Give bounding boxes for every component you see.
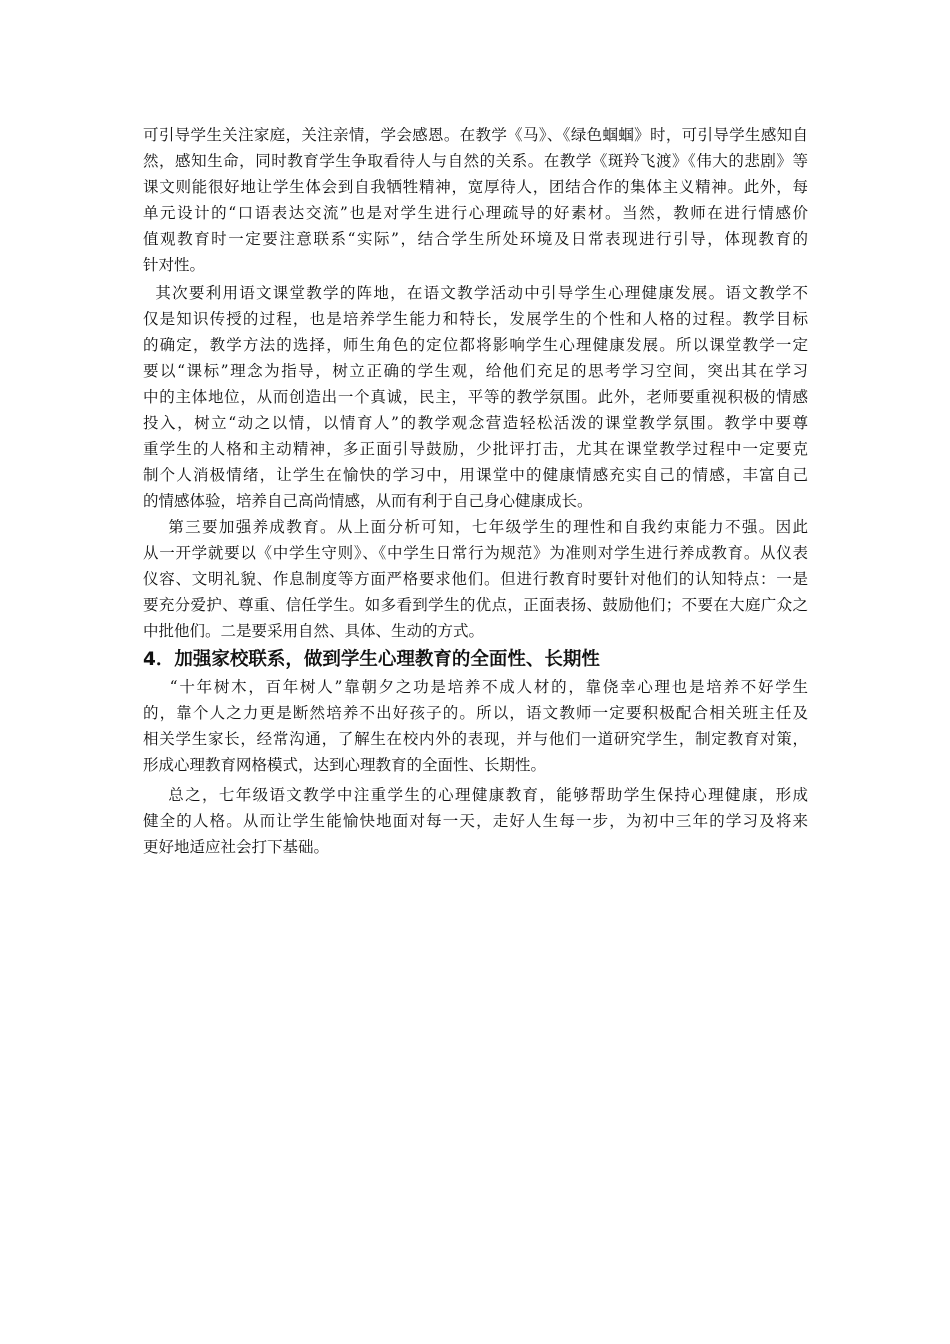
text-line: 仅是知识传授的过程，也是培养学生能力和特长，发展学生的个性和人格的过程。教学目标 <box>143 310 808 328</box>
paragraph-3 <box>143 514 808 644</box>
paragraph-1 <box>143 122 808 278</box>
text-line: 针对性。 <box>143 256 206 274</box>
text-line: 要以“课标”理念为指导，树立正确的学生观，给他们充足的思考学习空间，突出其在学习 <box>143 362 808 380</box>
text-line: 可引导学生关注家庭，关注亲情，学会感恩。在教学《马》、《绿色蝈蝈》时，可引导学生感知自 <box>143 126 808 144</box>
text-line: 单元设计的“口语表达交流”也是对学生进行心理疏导的好素材。当然，教师在进行情感价 <box>143 204 808 222</box>
text-line: 制个人消极情绪，让学生在愉快的学习中，用课堂中的健康情感充实自己的情感，丰富自己 <box>143 466 808 484</box>
section-heading: 4．加强家校联系，做到学生心理教育的全面性、长期性 <box>143 649 600 670</box>
text-line: 第三要加强养成教育。从上面分析可知，七年级学生的理性和自我约束能力不强。因此 <box>143 518 808 536</box>
text-line: 重学生的人格和主动精神，多正面引导鼓励，少批评打击，尤其在课堂教学过程中一定要克 <box>143 440 808 458</box>
text-line: 要充分爱护、尊重、信任学生。如多看到学生的优点，正面表扬、鼓励他们；不要在大庭广众之 <box>143 596 808 614</box>
text-line: 其次要利用语文课堂教学的阵地，在语文教学活动中引导学生心理健康发展。语文教学不 <box>143 284 808 302</box>
text-line: 形成心理教育网格模式，达到心理教育的全面性、长期性。 <box>143 756 547 774</box>
text-line: 课文则能很好地让学生体会到自我牺牲精神，宽厚待人，团结合作的集体主义精神。此外，每 <box>143 178 808 196</box>
paragraph-2 <box>143 280 808 514</box>
text-line: 从一开学就要以《中学生守则》、《中学生日常行为规范》为准则对学生进行养成教育。从仪表 <box>143 544 808 562</box>
paragraph-5 <box>143 782 808 860</box>
text-line: 健全的人格。从而让学生能愉快地面对每一天，走好人生每一步，为初中三年的学习及将来 <box>143 812 808 830</box>
text-line: 更好地适应社会打下基础。 <box>143 838 330 856</box>
text-line: 值观教育时一定要注意联系“实际”，结合学生所处环境及日常表现进行引导，体现教育的 <box>143 230 808 248</box>
document-body <box>143 122 808 860</box>
text-line: 中的主体地位，从而创造出一个真诚，民主，平等的教学氛围。此外，老师要重视积极的情感 <box>143 388 808 406</box>
text-line: “十年树木，百年树人”靠朝夕之功是培养不成人材的，靠侥幸心理也是培养不好学生 <box>143 678 808 696</box>
text-line: 相关学生家长，经常沟通，了解生在校内外的表现，并与他们一道研究学生，制定教育对策， <box>143 730 808 748</box>
text-line: 投入，树立“动之以情，以情育人”的教学观念营造轻松活泼的课堂教学氛围。教学中要尊 <box>143 414 808 432</box>
text-line: 然，感知生命，同时教育学生争取看待人与自然的关系。在教学《斑羚飞渡》《伟大的悲剧》等 <box>143 152 808 170</box>
text-line: 的，靠个人之力更是断然培养不出好孩子的。所以，语文教师一定要积极配合相关班主任及 <box>143 704 808 722</box>
text-line: 中批他们。二是要采用自然、具体、生动的方式。 <box>143 622 485 640</box>
text-line: 的确定，教学方法的选择，师生角色的定位都将影响学生心理健康发展。所以课堂教学一定 <box>143 336 808 354</box>
text-line: 的情感体验，培养自己高尚情感，从而有利于自己身心健康成长。 <box>143 492 593 510</box>
text-line: 仪容、文明礼貌、作息制度等方面严格要求他们。但进行教育时要针对他们的认知特点：一是 <box>143 570 808 588</box>
paragraph-4 <box>143 674 808 778</box>
text-line: 总之，七年级语文教学中注重学生的心理健康教育，能够帮助学生保持心理健康，形成 <box>143 786 808 804</box>
